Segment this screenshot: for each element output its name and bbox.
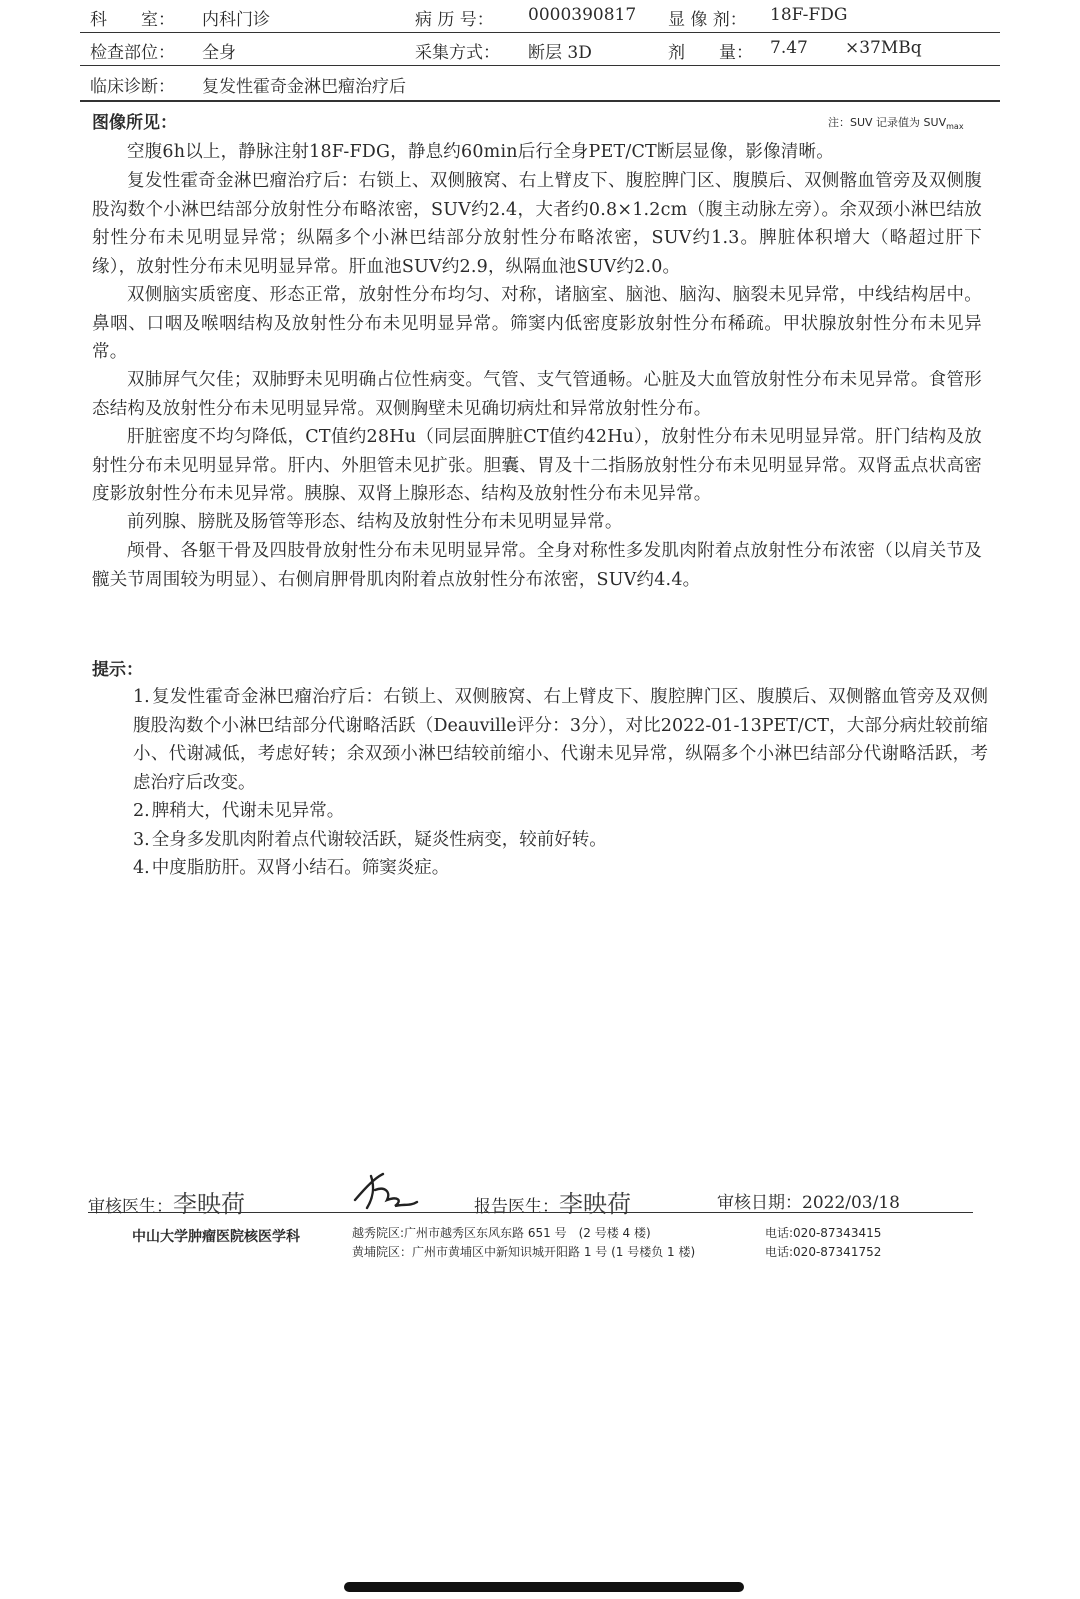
- agent-value: 18F-FDG: [770, 5, 848, 25]
- dose-label: 剂 量：: [668, 43, 753, 63]
- review-date: [717, 1188, 900, 1213]
- reporter-name: 李映荷: [559, 1190, 631, 1218]
- record-value: 0000390817: [528, 5, 637, 25]
- impression-item: 4. 中度脂肪肝。双肾小结石。筛窦炎症。: [133, 858, 450, 878]
- reviewer-label: 审核医生：: [88, 1197, 173, 1217]
- impression-title: 提示：: [92, 660, 143, 680]
- reviewer-name: 李映荷: [173, 1190, 245, 1218]
- header-rule-2: [80, 65, 1000, 66]
- home-indicator[interactable]: [344, 1582, 744, 1592]
- findings-paragraph: 双侧脑实质密度、形态正常，放射性分布均匀、对称，诸脑室、脑池、脑沟、脑裂未见异常，中线结构居中。鼻咽、口咽及喉咽结构及放射性分布未见明显异常。筛窦内低密度影放射性分布稀疏。甲状腺放射性分布未见异常。: [92, 285, 982, 362]
- method-value: 断层 3D: [528, 43, 592, 63]
- impression-item: 3. 全身多发肌肉附着点代谢较活跃，疑炎性病变，较前好转。: [133, 830, 607, 850]
- footer-rule: [88, 1212, 973, 1213]
- site-value: 全身: [202, 43, 236, 63]
- record-label: 病 历 号：: [415, 10, 494, 30]
- dose-unit: ×37MBq: [845, 38, 922, 58]
- header-rule-1: [80, 32, 1000, 33]
- impression-item: 2. 脾稍大，代谢未见异常。: [133, 801, 345, 821]
- reporter: [474, 1184, 631, 1219]
- phone-yuexiu: 电话:020-87343415: [765, 1226, 882, 1240]
- address-huangpu: 黄埔院区：广州市黄埔区中新知识城开阳路 1 号 (1 号楼负 1 楼): [352, 1245, 696, 1259]
- findings-paragraph: 空腹6h以上，静脉注射18F-FDG，静息约60min后行全身PET/CT断层显像，影像清晰。: [127, 142, 834, 162]
- site-label: 检查部位：: [90, 43, 175, 63]
- dept-value: 内科门诊: [202, 10, 270, 30]
- header-rule-3: [80, 100, 1000, 102]
- reviewer: [88, 1184, 245, 1219]
- phone-huangpu: 电话:020-87341752: [765, 1245, 882, 1259]
- agent-label: 显 像 剂：: [668, 10, 747, 30]
- findings-paragraph: 复发性霍奇金淋巴瘤治疗后：右锁上、双侧腋窝、右上臂皮下、腹腔脾门区、腹膜后、双侧髂血管旁及双侧腹股沟数个小淋巴结部分放射性分布略浓密，SUV约2.4，大者约0.8×1.2cm（腹主动脉左旁）。余双颈小淋巴结放射性分布未见明显异常；纵隔多个小淋巴结部分放射性分布略浓密，SUV约1.3。脾脏体积增大（略超过肝下缘），放射性分布未见明显异常。肝血池SUV约2.9，纵隔血池SUV约2.0。: [92, 171, 982, 277]
- date-label: 审核日期：: [717, 1193, 802, 1213]
- findings-paragraph: 肝脏密度不均匀降低，CT值约28Hu（同层面脾脏CT值约42Hu），放射性分布未见明显异常。肝门结构及放射性分布未见明显异常。肝内、外胆管未见扩张。胆囊、胃及十二指肠放射性分布未见明显异常。双肾盂点状高密度影放射性分布未见异常。胰腺、双肾上腺形态、结构及放射性分布未见异常。: [92, 427, 982, 504]
- diagnosis-label: 临床诊断：: [90, 77, 175, 97]
- impression-item: 1. 复发性霍奇金淋巴瘤治疗后：右锁上、双侧腋窝、右上臂皮下、腹腔脾门区、腹膜后、双侧髂血管旁及双侧腹股沟数个小淋巴结部分代谢略活跃（Deauville评分：3分），对比2022-01-13PET/CT，大部分病灶较前缩小、代谢减低，考虑好转；余双颈小淋巴结较前缩小、代谢未见异常，纵隔多个小淋巴结部分代谢略活跃，考虑治疗后改变。: [133, 687, 988, 793]
- method-label: 采集方式：: [415, 43, 500, 63]
- findings-paragraph: 颅骨、各躯干骨及四肢骨放射性分布未见明显异常。全身对称性多发肌肉附着点放射性分布浓密（以肩关节及髋关节周围较为明显）、右侧肩胛骨肌肉附着点放射性分布浓密，SUV约4.4。: [92, 541, 982, 590]
- findings-paragraph: 双肺屏气欠佳；双肺野未见明确占位性病变。气管、支气管通畅。心脏及大血管放射性分布未见异常。食管形态结构及放射性分布未见明显异常。双侧胸壁未见确切病灶和异常放射性分布。: [92, 370, 982, 419]
- diagnosis-value: 复发性霍奇金淋巴瘤治疗后: [202, 77, 406, 97]
- reporter-label: 报告医生：: [474, 1197, 559, 1217]
- findings-title: 图像所见：: [92, 113, 177, 133]
- dose-value: 7.47: [770, 38, 808, 58]
- handwritten-signature: [345, 1166, 425, 1216]
- address-yuexiu: 越秀院区:广州市越秀区东风东路 651 号 (2 号楼 4 楼): [352, 1226, 651, 1240]
- department-name: 中山大学肿瘤医院核医学科: [132, 1229, 300, 1245]
- dept-label: 科 室：: [90, 10, 175, 30]
- date-value: 2022/03/18: [802, 1193, 900, 1213]
- suv-note: 注：SUV 记录值为 $SUV_{max}$: [828, 116, 964, 132]
- findings-paragraph: 前列腺、膀胱及肠管等形态、结构及放射性分布未见明显异常。: [127, 512, 623, 532]
